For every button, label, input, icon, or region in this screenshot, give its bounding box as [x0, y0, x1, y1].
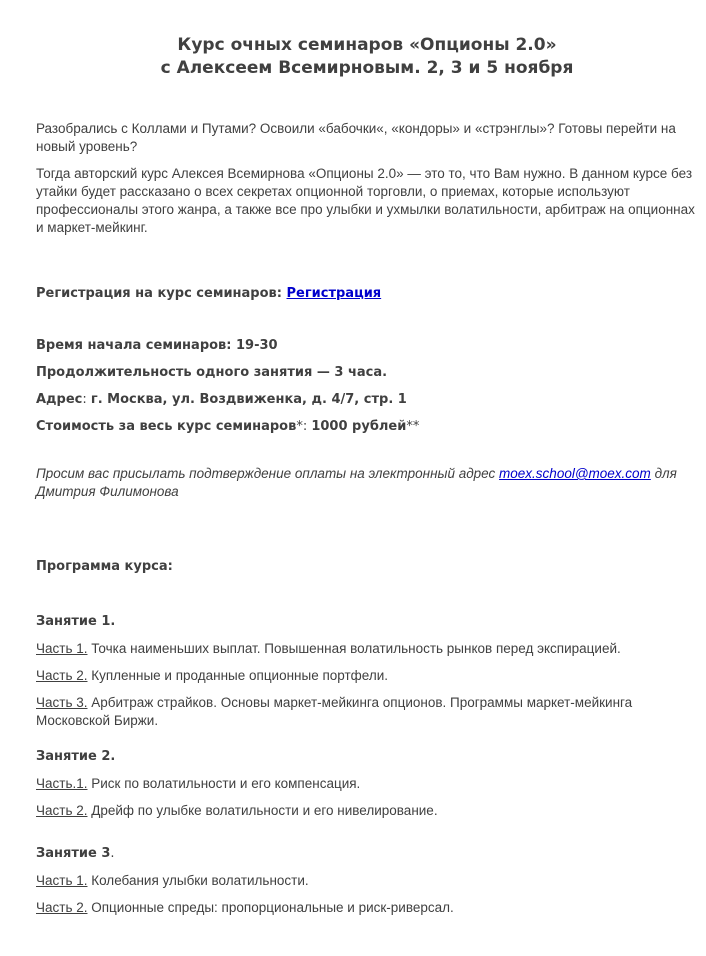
price-line	[36, 418, 698, 436]
intro-paragraph-2: Тогда авторский курс Алексея Всемирнова «Опционы 2.0» — это то, что Вам нужно. В данном курсе без утайки будет рассказано о всех секретах опционной торговли, о приемах, которые используют профессионалы этого жанра, а также все про улыбки и ухмылки волатильности, арбитраж на опционнах и маркет-мейкинг.	[36, 166, 695, 235]
session-3-part-1	[36, 872, 698, 890]
program-heading: Программа курса:	[36, 559, 173, 574]
registration-line	[36, 285, 698, 303]
session-3	[36, 845, 698, 917]
page-title-line2: с Алексеем Всемирновым. 2, 3 и 5 ноября	[160, 58, 574, 78]
session-2-part-2-text: Дрейф по улыбке волатильности и его нивелирование.	[87, 803, 438, 818]
session-2-part-1-text: Риск по волатильности и его компенсация.	[87, 776, 361, 791]
intro-paragraph-1: Разобрались с Коллами и Путами? Освоили «бабочки«, «кондоры» и «стрэнглы»? Готовы перейти на новый уровень?	[36, 121, 676, 154]
session-3-part-2-text: Опционные спреды: пропорциональные и риск-риверсал.	[87, 900, 454, 915]
address-value: г. Москва, ул. Воздвиженка, д. 4/7, стр. 1	[90, 392, 407, 407]
session-1-part-3	[36, 694, 698, 730]
session-2-part-2	[36, 802, 698, 820]
price-asterisk: *:	[296, 419, 312, 434]
time-line: Время начала семинаров: 19-30	[36, 338, 278, 353]
session-2-part-2-label: Часть 2.	[36, 803, 88, 818]
session-1-title-text: Занятие 1.	[36, 614, 116, 629]
session-2	[36, 748, 698, 820]
session-1-part-3-text: Арбитраж страйков. Основы маркет-мейкинга опционов. Программы маркет-мейкинга Московской Биржи.	[36, 695, 633, 728]
session-1-part-2-text: Купленные и проданные опционные портфели.	[87, 668, 389, 683]
session-1-title	[36, 613, 698, 631]
duration-line: Продолжительность одного занятия — 3 часа.	[36, 365, 388, 380]
page-title-line1: Курс очных семинаров «Опционы 2.0»	[177, 35, 557, 55]
session-3-part-2-label: Часть 2.	[36, 900, 88, 915]
session-2-title	[36, 748, 698, 766]
session-2-part-1	[36, 775, 698, 793]
session-3-title-suffix: .	[110, 846, 115, 861]
address-label: Адрес	[36, 392, 83, 407]
payment-note-before: Просим вас присылать подтверждение оплаты на электронный адрес	[36, 466, 500, 481]
page-title	[36, 34, 698, 80]
session-1-part-1	[36, 640, 698, 658]
price-value: 1000 рублей	[311, 419, 407, 434]
address-separator: :	[82, 392, 91, 407]
session-1-part-3-label: Часть 3.	[36, 695, 88, 710]
session-2-part-1-label: Часть.1.	[36, 776, 88, 791]
price-footnote-marks: **	[406, 419, 420, 434]
session-1-part-2-label: Часть 2.	[36, 668, 88, 683]
session-3-title-text: Занятие 3	[36, 846, 111, 861]
session-2-title-text: Занятие 2.	[36, 749, 116, 764]
session-3-part-1-text: Колебания улыбки волатильности.	[87, 873, 309, 888]
session-3-part-2	[36, 899, 698, 917]
session-3-title	[36, 845, 698, 863]
registration-label: Регистрация на курс семинаров:	[36, 286, 287, 301]
payment-email-link[interactable]: moex.school@moex.com	[499, 466, 651, 481]
session-1-part-2	[36, 667, 698, 685]
price-label: Стоимость за весь курс семинаров	[36, 419, 297, 434]
session-1-part-1-text: Точка наименьших выплат. Повышенная волатильность рынков перед экспирацией.	[87, 641, 621, 656]
address-line	[36, 391, 698, 409]
registration-link[interactable]: Регистрация	[286, 286, 382, 301]
session-3-part-1-label: Часть 1.	[36, 873, 88, 888]
session-1	[36, 613, 698, 730]
payment-note	[36, 465, 698, 501]
payment-note-after: для Дмитрия Филимонова	[36, 466, 677, 499]
session-1-part-1-label: Часть 1.	[36, 641, 88, 656]
